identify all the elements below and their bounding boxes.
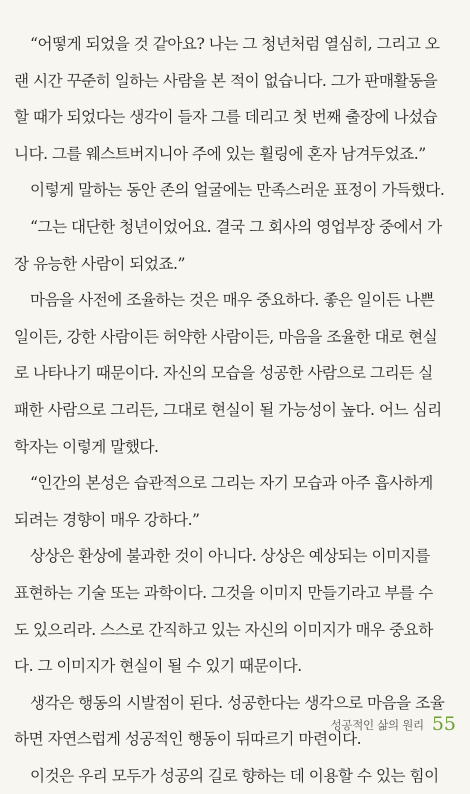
- text-line: 패한 사람으로 그리든, 그대로 현실이 될 가능성이 높다. 어느 심리: [14, 400, 442, 419]
- text-line: 학자는 이렇게 말했다.: [14, 437, 159, 456]
- text-line: 표현하는 기술 또는 과학이다. 그것을 이미지 만들기라고 부를 수: [14, 583, 433, 602]
- text-line: 마음을 사전에 조율하는 것은 매우 중요하다. 좋은 일이든 나쁜: [30, 291, 435, 310]
- text-line: “인간의 본성은 습관적으로 그리는 자기 모습과 아주 흡사하게: [30, 474, 433, 493]
- text-line: 장 유능한 사람이 되었죠.”: [14, 254, 185, 273]
- text-line: 다. 그 이미지가 현실이 될 수 있기 때문이다.: [14, 657, 302, 676]
- text-line: 이렇게 말하는 동안 존의 얼굴에는 만족스러운 표정이 가득했다.: [30, 181, 445, 200]
- text-line: 상상은 환상에 불과한 것이 아니다. 상상은 예상되는 이미지를: [30, 547, 430, 566]
- text-line: “그는 대단한 청년이었어요. 결국 그 회사의 영업부장 중에서 가: [30, 217, 442, 236]
- text-line: 생각은 행동의 시발점이 된다. 성공한다는 생각으로 마음을 조율: [30, 693, 445, 712]
- text-line: 일이든, 강한 사람이든 허약한 사람이든, 마음을 조율한 대로 현실: [14, 327, 438, 346]
- text-line: 니다. 그를 웨스트버지니아 주에 있는 휠링에 혼자 남겨두었죠.”: [14, 144, 426, 163]
- text-line: 하면 자연스럽게 성공적인 행동이 뒤따르기 마련이다.: [14, 730, 362, 749]
- text-line: 로 나타나기 때문이다. 자신의 모습을 성공한 사람으로 그리든 실: [14, 364, 433, 383]
- text-line: 이것은 우리 모두가 성공의 길로 향하는 데 이용할 수 있는 힘이: [30, 766, 439, 785]
- body-text: [14, 26, 456, 794]
- running-footer-title: 성공적인 삶의 원리: [330, 717, 424, 732]
- text-line: “어떻게 되었을 것 같아요? 나는 그 청년처럼 열심히, 그리고 오: [30, 35, 440, 53]
- page-footer: [331, 708, 456, 734]
- text-line: 도 있으리라. 스스로 간직하고 있는 자신의 이미지가 매우 중요하: [14, 620, 433, 639]
- text-line: 할 때가 되었다는 생각이 들자 그를 데리고 첫 번째 출장에 나섰습: [14, 108, 438, 127]
- text-line: 랜 시간 꾸준히 일하는 사람을 본 적이 없습니다. 그가 판매활동을: [14, 71, 438, 90]
- text-line: 되려는 경향이 매우 강하다.”: [14, 510, 200, 529]
- page-number: 55: [431, 713, 456, 735]
